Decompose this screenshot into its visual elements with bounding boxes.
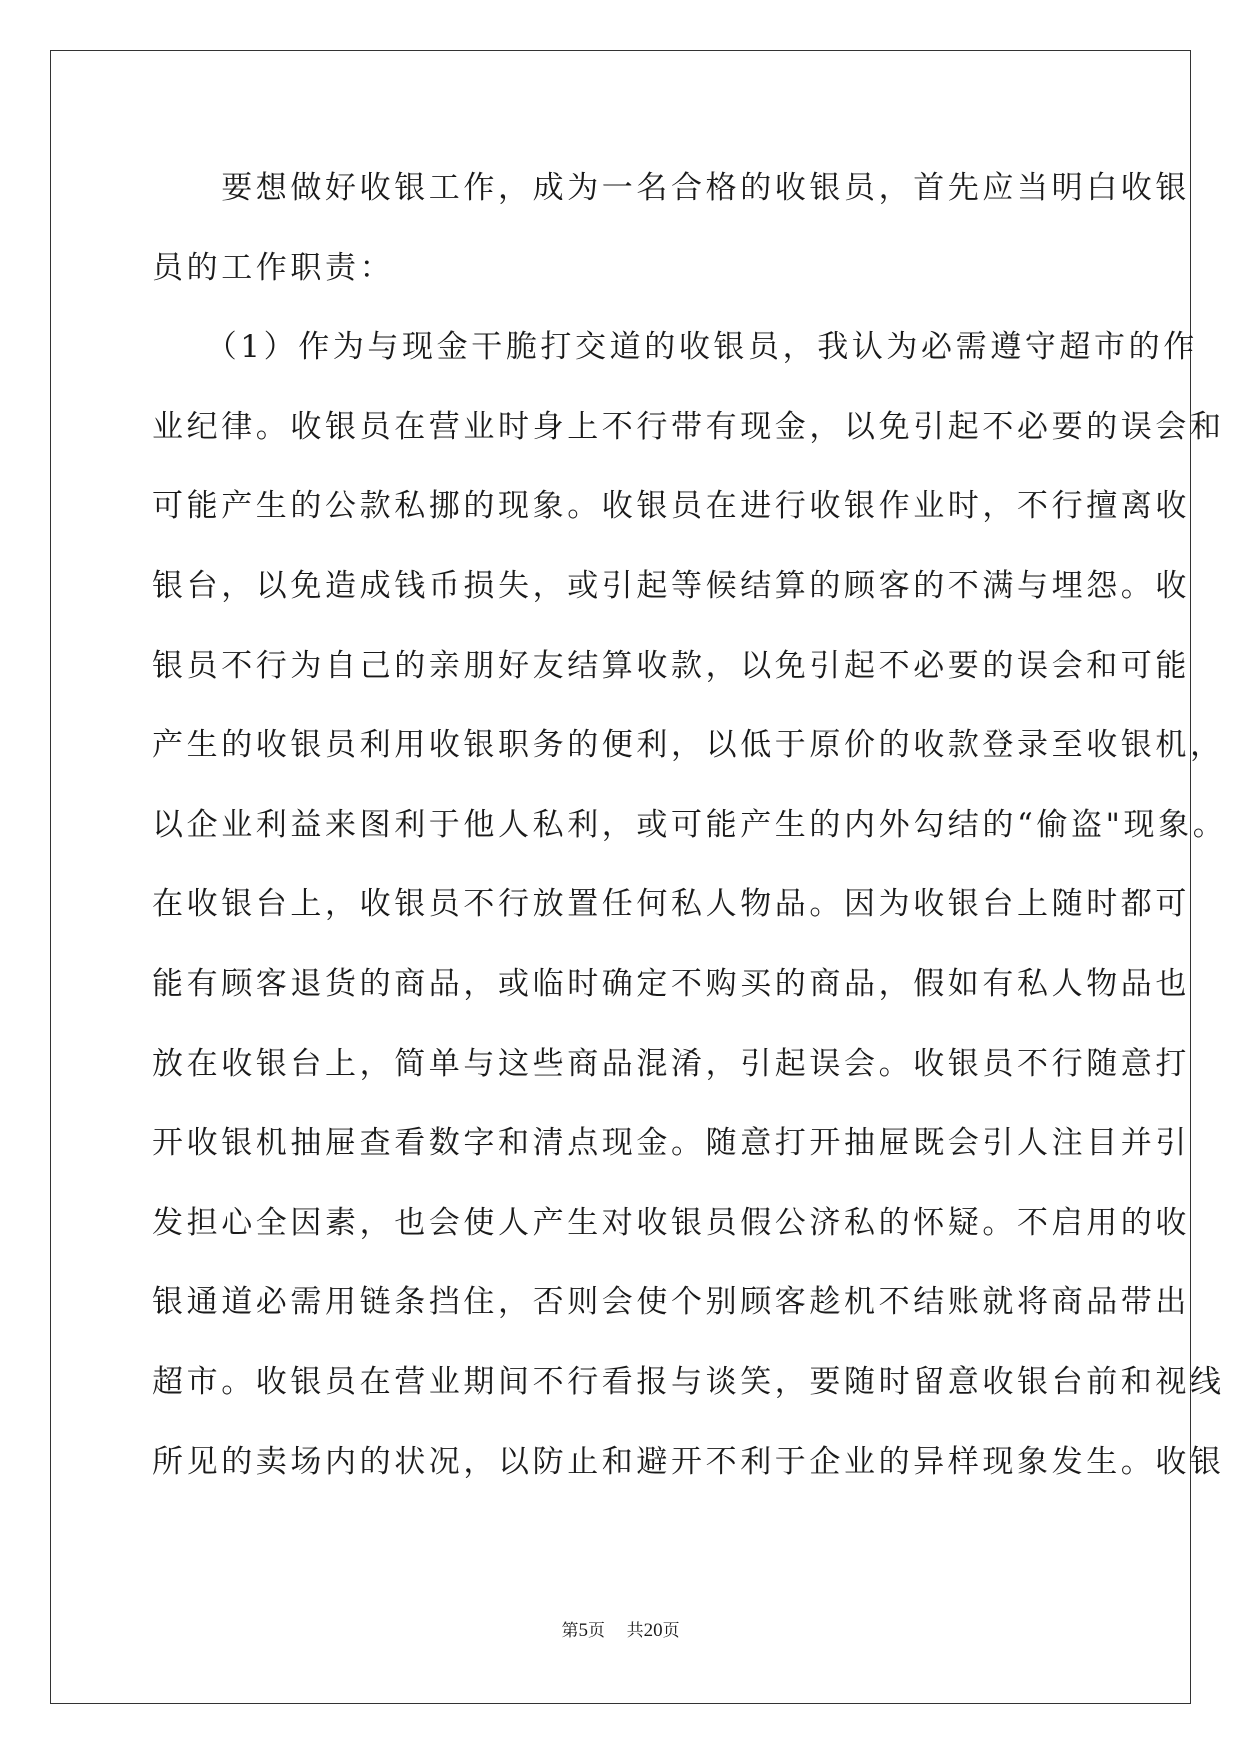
page-number: 5 — [578, 1620, 588, 1641]
text-line: 银通道必需用链条挡住，否则会使个别顾客趁机不结账就将商品带出 — [152, 1284, 1190, 1321]
total-prefix: 共 — [626, 1621, 644, 1641]
text-line: 银台，以免造成钱币损失，或引起等候结算的顾客的不满与埋怨。收 — [152, 567, 1190, 604]
text-line: 放在收银台上，简单与这些商品混淆，引起误会。收银员不行随意打 — [152, 1045, 1190, 1082]
total-suffix: 页 — [662, 1621, 680, 1641]
text-line: 发担心全因素，也会使人产生对收银员假公济私的怀疑。不启用的收 — [152, 1204, 1190, 1241]
page-suffix: 页 — [587, 1621, 605, 1641]
text-line: 员的工作职责： — [152, 249, 395, 286]
text-line: 业纪律。收银员在营业时身上不行带有现金，以免引起不必要的误会和 — [152, 408, 1225, 445]
text-line: 要想做好收银工作，成为一名合格的收银员，首先应当明白收银 — [152, 170, 1190, 206]
page-prefix: 第 — [561, 1621, 579, 1641]
text-line: 产生的收银员利用收银职务的便利，以低于原价的收款登录至收银机， — [152, 727, 1225, 764]
text-line: 所见的卖场内的状况，以防止和避开不利于企业的异样现象发生。收银 — [152, 1443, 1225, 1480]
text-line: 开收银机抽屉查看数字和清点现金。随意打开抽屉既会引人注目并引 — [152, 1125, 1190, 1162]
text-line: 能有顾客退货的商品，或临时确定不购买的商品，假如有私人物品也 — [152, 965, 1190, 1002]
text-line: （1）作为与现金干脆打交道的收银员，我认为必需遵守超市的作 — [152, 329, 1198, 366]
total-pages: 20 — [643, 1620, 663, 1641]
text-line: 在收银台上，收银员不行放置任何私人物品。因为收银台上随时都可 — [152, 886, 1190, 923]
text-line: 超市。收银员在营业期间不行看报与谈笑，要随时留意收银台前和视线 — [152, 1363, 1225, 1400]
text-line: 以企业利益来图利于他人私利，或可能产生的内外勾结的“偷盗"现象。 — [152, 806, 1228, 843]
text-line: 银员不行为自己的亲朋好友结算收款，以免引起不必要的误会和可能 — [152, 647, 1190, 684]
text-line: 可能产生的公款私挪的现象。收银员在进行收银作业时，不行擅离收 — [152, 488, 1190, 525]
body-text — [152, 163, 1228, 1516]
page-footer — [0, 1619, 1241, 1643]
